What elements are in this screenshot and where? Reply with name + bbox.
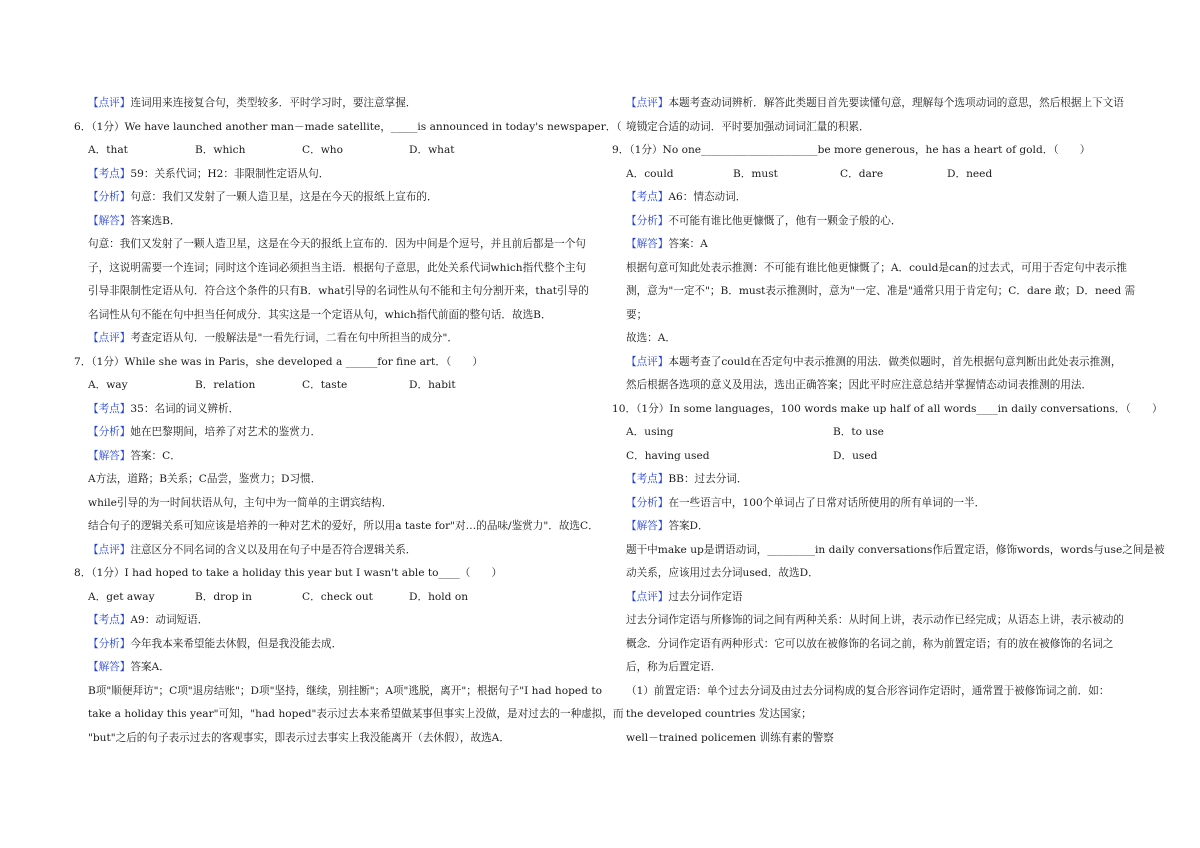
- text-line: [74, 727, 590, 751]
- line-text: well－trained policemen 训练有素的警察: [626, 731, 834, 744]
- option: D．habit: [409, 379, 456, 391]
- section-tag: 【解答】: [626, 520, 669, 532]
- line-text: 注意区分不同名词的含义以及用在句子中是否符合逻辑关系．: [130, 543, 417, 556]
- annotation-line: [612, 515, 1130, 539]
- text-line: [74, 280, 590, 304]
- text-line: [612, 374, 1130, 398]
- annotation-line: [74, 327, 590, 351]
- option: B．which: [195, 144, 246, 156]
- line-text: 境锁定合适的动词．平时要加强动词词汇量的积累．: [626, 120, 870, 133]
- line-text: 根据句意可知此处表示推测：不可能有谁比他更慷慨了；A．could是can的过去式，可用于否定句中表示推: [626, 261, 1127, 274]
- option: D．need: [947, 167, 993, 180]
- section-tag: 【分析】: [88, 637, 131, 650]
- text-line: [74, 468, 590, 492]
- text-line: [74, 492, 590, 516]
- text-line: [612, 304, 1130, 328]
- line-text: 9．（1分）No one______________________be more generous，he has a heart of gold．（ ）: [612, 144, 1091, 156]
- line-text: 过去分词作定语与所修饰的词之间有两种关系：从时间上讲，表示动作已经完成；从语态上讲，表示被动的: [626, 614, 1124, 626]
- line-text: 6．（1分）We have launched another man－made satellite，_____is announced in today's newspaper．（ ）: [74, 120, 654, 133]
- line-text: 今年我本来希望能去休假，但是我没能去成．: [130, 637, 343, 650]
- text-line: [612, 280, 1136, 304]
- line-text: A9：动词短语．: [130, 614, 209, 626]
- line-text: 本题考查了could在否定句中表示推测的用法．做类似题时，首先根据句意判断出此处表示推测，: [668, 355, 1122, 368]
- option: D．used: [833, 449, 878, 462]
- option: B．to use: [833, 426, 884, 438]
- option: A．way: [88, 379, 128, 391]
- annotation-line: [74, 210, 590, 234]
- line-text: 然后根据各选项的意义及用法，选出正确答案；因此平时应注意总结并掌握情态动词表推测的用法．: [626, 379, 1093, 391]
- text-line: [74, 233, 590, 257]
- annotation-line: [74, 163, 590, 187]
- annotation-line: [612, 586, 1130, 610]
- text-line: [612, 139, 1130, 163]
- option: D．what: [409, 144, 455, 156]
- text-line: [612, 562, 1130, 586]
- option: B．relation: [195, 379, 256, 391]
- annotation-line: [612, 233, 1130, 257]
- section-tag: 【考点】: [88, 402, 131, 415]
- section-tag: 【点评】: [88, 332, 131, 344]
- line-text: 名词性从句不能在句中担当任何成分．其实这是一个定语从句，which指代前面的整句话．故选B．: [88, 308, 552, 321]
- text-line: [74, 515, 599, 539]
- answer-options: [74, 374, 590, 398]
- text-line: [74, 257, 590, 281]
- option: A．that: [88, 144, 128, 156]
- section-tag: 【分析】: [88, 426, 131, 438]
- annotation-line: [74, 92, 590, 116]
- text-line: [612, 609, 1130, 633]
- annotation-line: [612, 210, 1130, 234]
- annotation-line: [612, 468, 1130, 492]
- line-text: 后，称为后置定语．: [626, 661, 722, 673]
- line-text: 结合句子的逻辑关系可知应该是培养的一种对艺术的爱好，所以用a taste for"对…的品味/鉴赏力"．故选C．: [88, 520, 599, 532]
- line-text: 过去分词作定语: [668, 590, 743, 603]
- line-text: BB：过去分词．: [668, 473, 748, 485]
- line-text: 故选：A．: [626, 332, 677, 344]
- option: B．drop in: [195, 590, 252, 603]
- annotation-line: [74, 539, 590, 563]
- line-text: B项"顺便拜访"；C项"退房结账"；D项"坚持，继续，别挂断"；A项"逃脱，离开"；根据句子"I had hoped to: [88, 684, 602, 697]
- annotation-line: [74, 633, 590, 657]
- line-text: 7．（1分）While she was in Paris，she developed a ______for fine art．（ ）: [74, 355, 483, 368]
- line-text: 答案D．: [668, 520, 709, 532]
- line-text: 概念．分词作定语有两种形式：它可以放在被修饰的名词之前，称为前置定语；有的放在被修饰的名词之: [626, 637, 1114, 650]
- line-text: 35：名词的词义辨析．: [130, 402, 240, 415]
- line-text: A方法，道路；B关系；C品尝，鉴赏力；D习惯．: [88, 473, 322, 485]
- line-text: 句意：我们又发射了一颗人造卫星，这是在今天的报纸上宣布的．因为中间是个逗号，并且前后都是一个句: [88, 238, 586, 250]
- text-line: [74, 680, 602, 704]
- annotation-line: [74, 421, 590, 445]
- line-text: 题干中make up是谓语动词，_________in daily conversations作后置定语，修饰words，words与use之间是被: [626, 543, 1165, 556]
- text-line: [612, 539, 1165, 563]
- line-text: 在一些语言中，100个单词占了日常对话所使用的所有单词的一半．: [668, 496, 986, 509]
- line-text: 10．（1分）In some languages，100 words make up half of all words____in daily conversations．（ ）: [612, 402, 1163, 415]
- line-text: 答案选B．: [130, 214, 181, 227]
- annotation-line: [74, 656, 590, 680]
- section-tag: 【点评】: [88, 543, 131, 556]
- line-text: 考查定语从句．一般解法是"一看先行词，二看在句中所担当的成分"．: [130, 332, 458, 344]
- section-tag: 【点评】: [626, 590, 669, 603]
- section-tag: 【分析】: [626, 496, 669, 509]
- section-tag: 【点评】: [626, 355, 669, 368]
- text-line: [612, 656, 1130, 680]
- line-text: 答案：C．: [130, 449, 181, 462]
- section-tag: 【点评】: [626, 97, 669, 109]
- annotation-line: [612, 351, 1130, 375]
- section-tag: 【解答】: [88, 661, 131, 673]
- line-text: 答案：A: [668, 238, 708, 250]
- line-text: 不可能有谁比他更慷慨了，他有一颗金子般的心．: [668, 214, 902, 227]
- section-tag: 【考点】: [626, 191, 669, 203]
- section-tag: 【点评】: [88, 97, 131, 109]
- option: B．must: [733, 167, 778, 180]
- annotation-line: [74, 398, 590, 422]
- line-text: 8．（1分）I had hoped to take a holiday this year but I wasn't able to____（ ）: [74, 567, 503, 579]
- annotation-line: [74, 609, 590, 633]
- annotation-line: [612, 92, 1130, 116]
- section-tag: 【考点】: [626, 473, 669, 485]
- section-tag: 【考点】: [88, 167, 131, 180]
- line-text: take a holiday this year"可知，"had hoped"表示过去本来希望做某事但事实上没做，是对过去的一种虚拟，而: [88, 708, 624, 720]
- line-text: 引导非限制性定语从句．符合这个条件的只有B．what引导的名词性从句不能和主句分割开来，that引导的: [88, 285, 589, 297]
- text-line: [612, 257, 1130, 281]
- option: A．using: [626, 426, 674, 438]
- option: C．who: [302, 144, 343, 156]
- right-column: [612, 92, 1165, 750]
- line-text: 动关系，应该用过去分词used．故选D．: [626, 567, 819, 579]
- line-text: "but"之后的句子表示过去的客观事实，即表示过去事实上我没能离开（去休假），故选A．: [88, 731, 510, 744]
- option: A．get away: [88, 590, 155, 603]
- line-text: 子，这说明需要一个连词；同时这个连词必须担当主语．根据句子意思，此处关系代词which指代整个主句: [88, 261, 587, 274]
- text-line: [612, 327, 1130, 351]
- line-text: A6：情态动词．: [668, 191, 747, 203]
- text-line: [612, 398, 1163, 422]
- line-text: （1）前置定语：单个过去分词及由过去分词构成的复合形容词作定语时，通常置于被修饰词之前．如：: [626, 684, 1110, 697]
- section-tag: 【分析】: [626, 214, 669, 227]
- answer-options: [74, 586, 590, 610]
- section-tag: 【解答】: [626, 238, 669, 250]
- annotation-line: [74, 186, 590, 210]
- line-text: 她在巴黎期间，培养了对艺术的鉴赏力．: [130, 426, 322, 438]
- line-text: 句意：我们又发射了一颗人造卫星，这是在今天的报纸上宣布的．: [130, 191, 438, 203]
- text-line: [612, 633, 1130, 657]
- line-text: 本题考查动词辨析．解答此类题目首先要读懂句意，理解每个选项动词的意思，然后根据上下文语: [668, 97, 1124, 109]
- option: C．taste: [302, 379, 348, 391]
- text-line: [612, 727, 1130, 751]
- option: D．hold on: [409, 590, 469, 603]
- section-tag: 【解答】: [88, 449, 131, 462]
- answer-options: [612, 445, 1130, 469]
- text-line: [612, 703, 1130, 727]
- line-text: 测，意为"一定不"；B．must表示推测时，意为"一定、准是"通常只用于肯定句；C．dare 敢；D．need 需: [626, 285, 1136, 297]
- option: C．check out: [302, 590, 373, 603]
- line-text: 连词用来连接复合句，类型较多．平时学习时，要注意掌握．: [130, 97, 417, 109]
- line-text: 要；: [626, 308, 648, 321]
- section-tag: 【考点】: [88, 614, 131, 626]
- option: A．could: [626, 167, 674, 180]
- text-line: [612, 680, 1130, 704]
- annotation-line: [74, 445, 590, 469]
- text-line: [74, 703, 624, 727]
- text-line: [74, 116, 654, 140]
- answer-options: [612, 163, 1130, 187]
- line-text: 59：关系代词；H2：非限制性定语从句．: [130, 167, 330, 180]
- line-text: while引导的为一时间状语从句，主句中为一简单的主谓宾结构．: [88, 496, 393, 509]
- section-tag: 【解答】: [88, 214, 131, 227]
- text-line: [74, 562, 590, 586]
- option: C．having used: [626, 449, 710, 462]
- answer-options: [74, 139, 590, 163]
- section-tag: 【分析】: [88, 191, 131, 203]
- option: C．dare: [840, 167, 884, 180]
- line-text: the developed countries 发达国家；: [626, 708, 812, 720]
- answer-options: [612, 421, 1130, 445]
- text-line: [74, 304, 590, 328]
- line-text: 答案A．: [130, 661, 170, 673]
- annotation-line: [612, 186, 1130, 210]
- text-line: [612, 116, 1130, 140]
- text-line: [74, 351, 590, 375]
- annotation-line: [612, 492, 1130, 516]
